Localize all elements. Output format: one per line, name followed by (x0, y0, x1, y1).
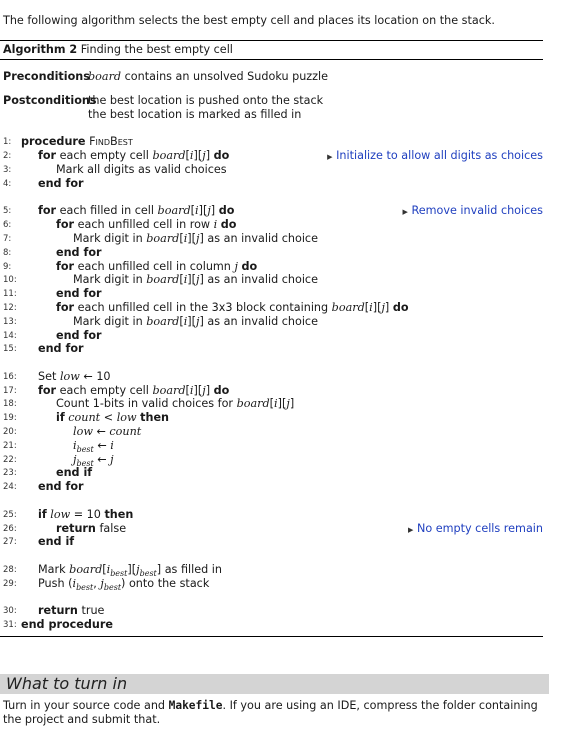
code-line-3: 3: Mark all digits as valid choices (3, 163, 227, 176)
code-line-27: 27: end if (3, 535, 75, 548)
code-line-24: 24: end for (3, 480, 84, 493)
section-heading: What to turn in (0, 674, 549, 694)
preconditions: Preconditions board contains an unsolved Sudoku puzzle (3, 70, 329, 83)
code-line-13: 13: Mark digit in board[i][j] as an invalid choice (3, 315, 318, 328)
code-line-29: 29: Push ($i_{best}$, $j_{best}$) onto the stack (3, 577, 210, 593)
code-line-30: 30: return true (3, 604, 105, 617)
code-line-16: 16: Set low ← 10 (3, 370, 111, 383)
code-line-1: 1: procedure FindBest (3, 135, 133, 148)
code-line-26: 26: return false ▶ No empty cells remain (3, 522, 543, 535)
code-line-8: 8: end for (3, 246, 102, 259)
code-line-28: 28: Mark $board[i_{best}][j_{best}]$ as filled in (3, 563, 222, 579)
code-line-18: 18: Count 1-bits in valid choices for board[i][j] (3, 397, 295, 410)
code-line-17: 17: for each empty cell board[i][j] do (3, 384, 230, 397)
code-line-22: 22: $j_{best}$ ← j (3, 453, 114, 469)
code-line-21: 21: $i_{best}$ ← i (3, 439, 114, 455)
code-line-15: 15: end for (3, 342, 84, 355)
code-line-31: 31: end procedure (3, 618, 113, 631)
algorithm-title: Algorithm 2 Finding the best empty cell (3, 43, 233, 56)
top-rule (0, 40, 543, 41)
code-line-11: 11: end for (3, 287, 102, 300)
code-line-12: 12: for each unfilled cell in the 3x3 block containing board[i][j] do (3, 301, 409, 314)
code-line-20: 20: low ← count (3, 425, 142, 438)
code-line-14: 14: end for (3, 329, 102, 342)
intro-text: The following algorithm selects the best empty cell and places its location on the stack. (3, 14, 495, 27)
bottom-rule (0, 636, 543, 637)
code-line-2: 2: for each empty cell board[i][j] do ▶ Initialize to allow all digits as choices (3, 149, 543, 162)
code-line-4: 4: end for (3, 177, 84, 190)
code-line-23: 23: end if (3, 466, 93, 479)
code-line-19: 19: if count < low then (3, 411, 170, 424)
postconditions: Postconditions the best location is pushed onto the stack (3, 94, 324, 107)
turnin-text: Turn in your source code and Makefile. If you are using an IDE, compress the folder containing the project and submit that. (3, 699, 538, 726)
code-line-10: 10: Mark digit in board[i][j] as an invalid choice (3, 273, 318, 286)
code-line-9: 9: for each unfilled cell in column j do (3, 260, 258, 273)
code-line-6: 6: for each unfilled cell in row i do (3, 218, 237, 231)
title-rule (0, 59, 543, 60)
code-line-25: 25: if low = 10 then (3, 508, 134, 521)
code-line-7: 7: Mark digit in board[i][j] as an invalid choice (3, 232, 318, 245)
code-line-5: 5: for each filled in cell board[i][j] do ▶ Remove invalid choices (3, 204, 543, 217)
